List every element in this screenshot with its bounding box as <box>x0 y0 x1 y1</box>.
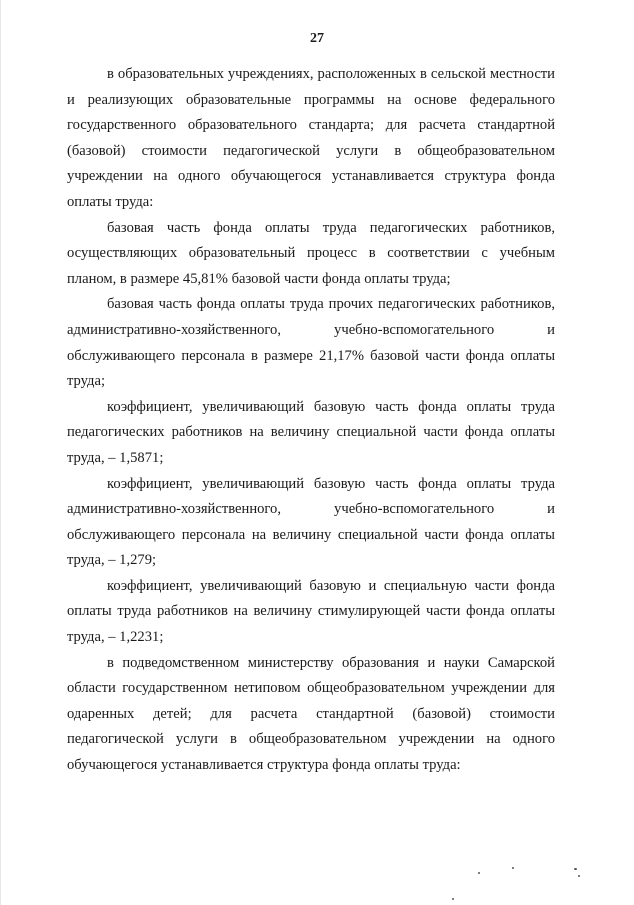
scan-speck <box>574 868 577 870</box>
document-body <box>67 62 555 779</box>
paragraph-coefficient-incentive: коэффициент, увеличивающий базовую и специальную части фонда оплаты труда работников на величину стимулирующей части фонда оплаты труда, – 1,2231; <box>67 577 555 646</box>
page-number: 27 <box>310 31 324 46</box>
scan-edge <box>0 0 1 905</box>
paragraph-coefficient-teaching-special: коэффициент, увеличивающий базовую часть фонда оплаты труда педагогических работников на величину специальной части фонда оплаты труда, – 1,5871; <box>67 398 555 466</box>
paragraph-gifted-children-school: в подведомственном министерству образования и науки Самарской области государственном нетиповом общеобразовательном учреждении для одаренных детей; для расчета стандартной (базовой) стоимости педагогической услуги в общеобразовательном учреждении на одного обучающегося устанавливается структура фонда оплаты труда: <box>67 654 555 774</box>
scan-speck <box>452 898 454 900</box>
paragraph-teaching-staff-base: базовая часть фонда оплаты труда педагогических работников, осуществляющих образовательный процесс в соответствии с учебным планом, в размере 45,81% базовой части фонда оплаты труда; <box>67 219 555 287</box>
scan-speck <box>512 867 514 869</box>
scan-speck <box>478 872 480 874</box>
scan-speck <box>578 875 580 877</box>
paragraph-coefficient-support-special: коэффициент, увеличивающий базовую часть фонда оплаты труда административно-хозяйственного, учебно-вспомогательного и обслуживающего персонала на величину специальной части фонда оплаты труда, – 1,279; <box>67 475 555 569</box>
paragraph-rural-schools: в образовательных учреждениях, расположенных в сельской местности и реализующих образовательные программы на основе федерального государственного образовательного стандарта; для расчета стандартной (базовой) стоимости педагогической услуги в общеобразовательном учреждении на одного обучающегося устанавливается структура фонда оплаты труда: <box>67 66 555 210</box>
paragraph-other-staff-base: базовая часть фонда оплаты труда прочих педагогических работников, административно-хозяйственного, учебно-вспомогательного и обслуживающего персонала в размере 21,17% базовой части фонда оплаты труда; <box>67 296 555 390</box>
